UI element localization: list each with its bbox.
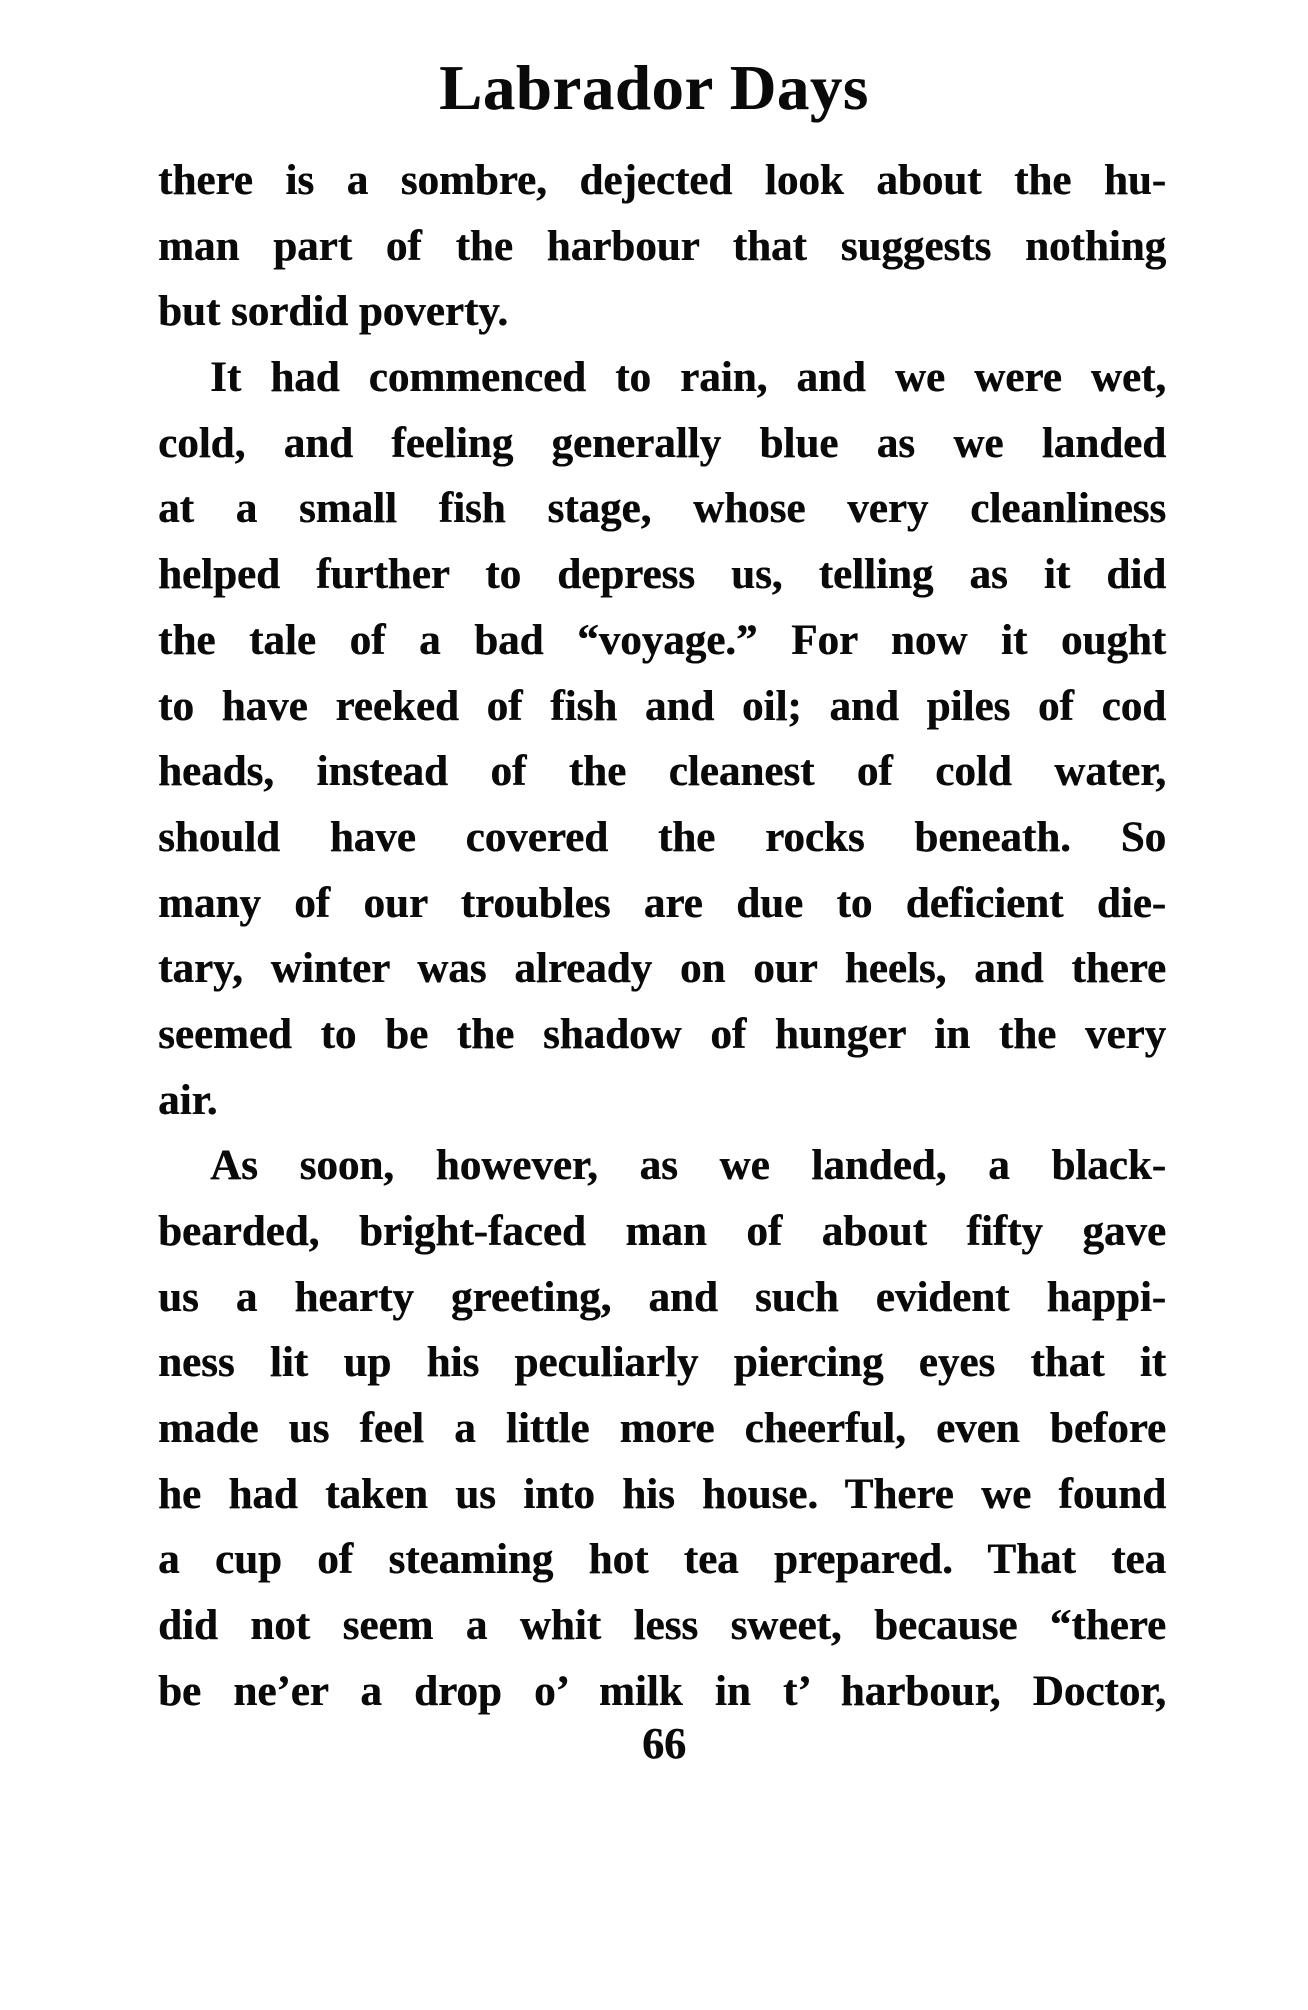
text-line: bearded, bright-faced man of about fifty gave [158,1208,1166,1255]
text-line: tary, winter was already on our heels, and there [158,945,1166,993]
body-text [158,148,1166,1725]
text-line: at a small fish stage, whose very cleanliness [158,485,1166,533]
text-line: As soon, however, as we landed, a black- [210,1142,1166,1190]
text-line: be ne’er a drop o’ milk in t’ harbour, Doctor, [158,1667,1166,1715]
text-line: many of our troubles are due to deficient die- [158,879,1166,927]
text-line: made us feel a little more cheerful, even before [158,1405,1166,1453]
page-title: Labrador Days [439,52,869,123]
text-line: man part of the harbour that suggests nothing [158,222,1166,270]
text-line: but sordid poverty. [158,288,509,336]
text-line: he had taken us into his house. There we found [158,1470,1166,1518]
text-line: us a hearty greeting, and such evident happi- [158,1273,1166,1321]
text-line: helped further to depress us, telling as it did [158,551,1166,599]
text-line: a cup of steaming hot tea prepared. That tea [158,1536,1166,1584]
text-line: should have covered the rocks beneath. So [158,813,1166,861]
text-line: did not seem a whit less sweet, because “there [158,1602,1166,1650]
text-line: there is a sombre, dejected look about the hu- [158,157,1166,204]
text-line: the tale of a bad “voyage.” For now it ought [158,616,1166,664]
text-line: seemed to be the shadow of hunger in the very [158,1010,1166,1058]
text-line: ness lit up his peculiarly piercing eyes that it [158,1339,1166,1387]
text-line: air. [158,1076,218,1124]
page-number: 66 [642,1719,686,1768]
text-line: It had commenced to rain, and we were wet, [210,354,1166,402]
text-line: heads, instead of the cleanest of cold water, [158,748,1166,796]
text-line: cold, and feeling generally blue as we landed [158,419,1166,467]
text-line: to have reeked of fish and oil; and piles of cod [158,682,1166,730]
